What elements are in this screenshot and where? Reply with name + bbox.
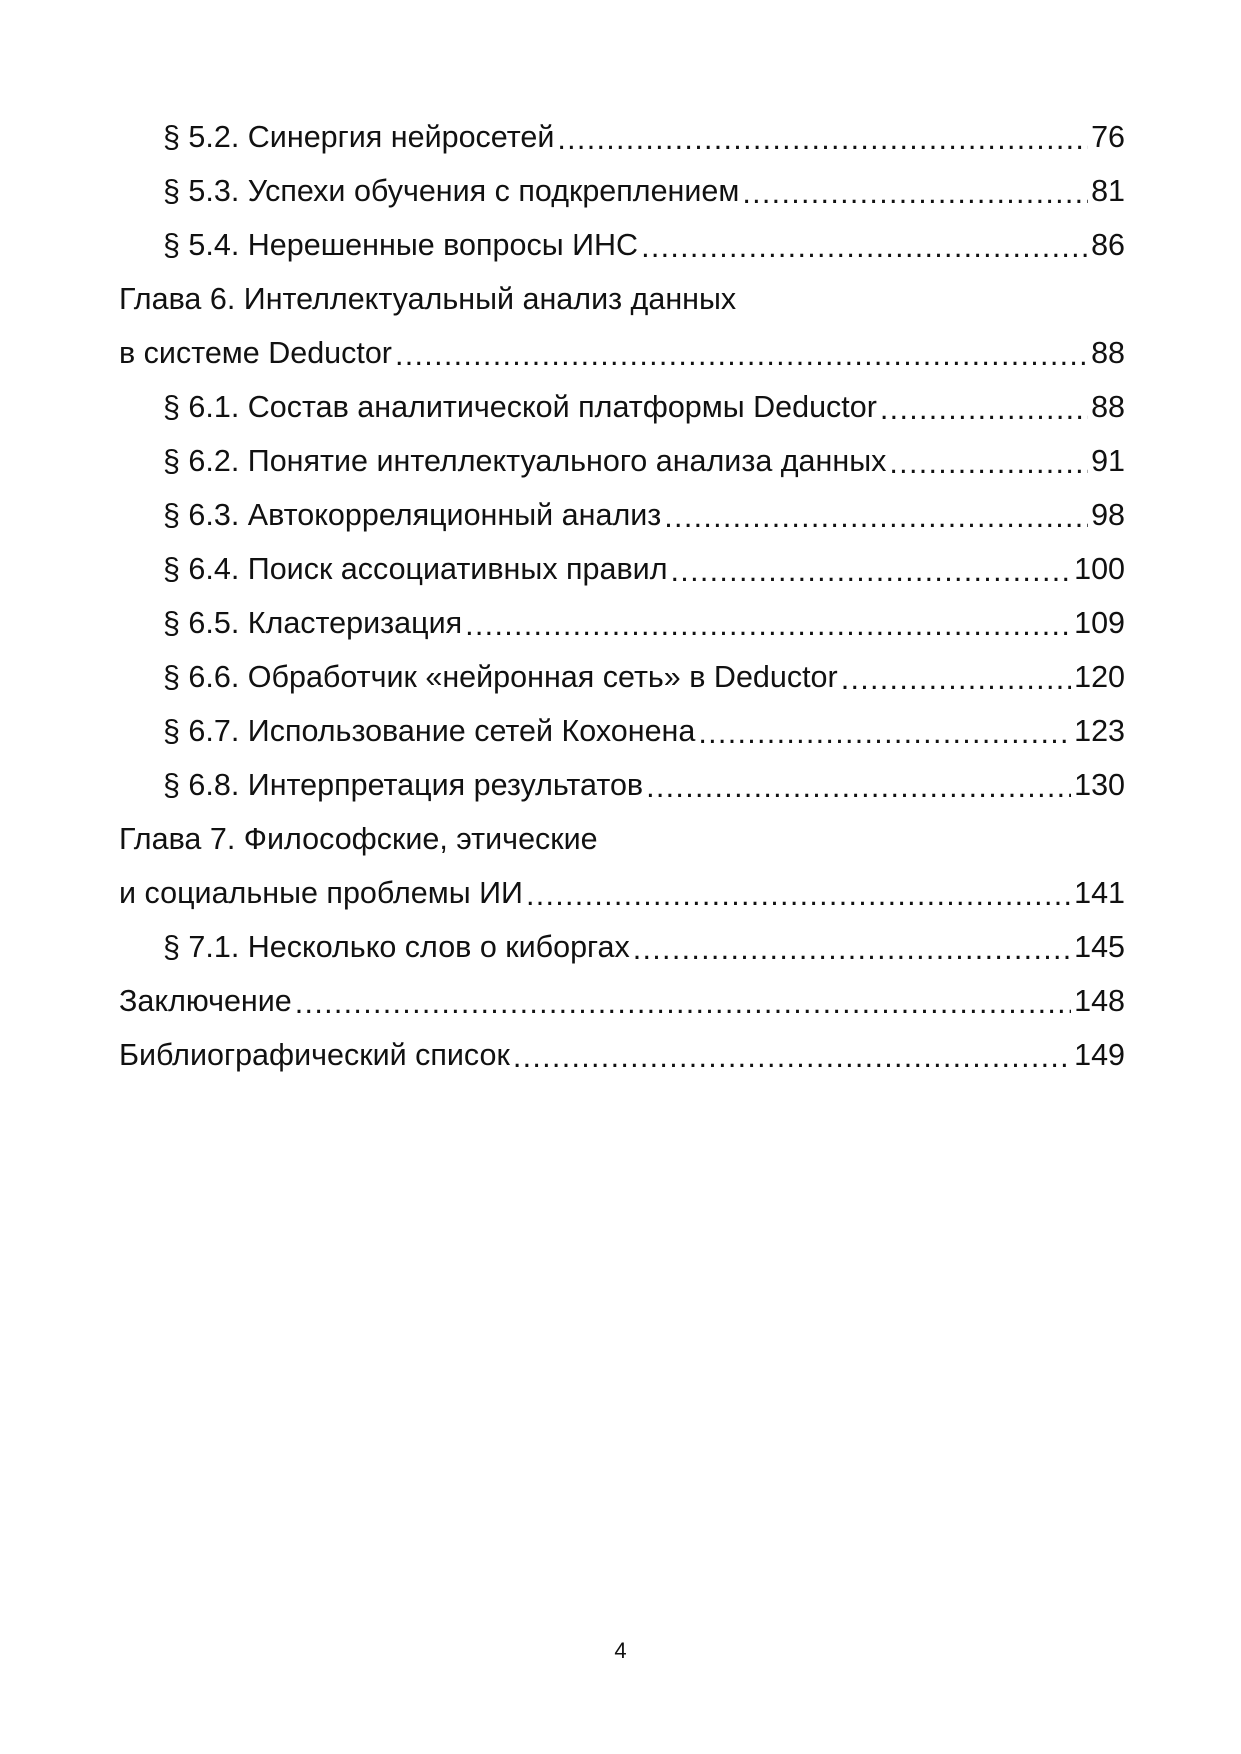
toc-entry	[119, 218, 1125, 272]
toc-entry	[119, 920, 1125, 974]
toc-entry-page: 149	[1074, 1037, 1125, 1072]
toc-entry-title: § 6.6. Обработчик «нейронная сеть» в Deductor	[163, 659, 838, 694]
toc-dot-leader	[641, 232, 1088, 263]
toc-entry-title: § 6.3. Автокорреляционный анализ	[163, 497, 662, 532]
page-number: 4	[614, 1638, 627, 1663]
toc-entry-page: 123	[1074, 713, 1125, 748]
toc-entry-page: 148	[1074, 983, 1125, 1018]
toc-entry-page: 81	[1091, 173, 1125, 208]
toc-entry	[119, 380, 1125, 434]
toc-entry	[119, 758, 1125, 812]
toc-entry-page: 88	[1091, 335, 1125, 370]
table-of-contents	[119, 110, 1125, 1082]
toc-entry	[119, 488, 1125, 542]
toc-entry	[119, 110, 1125, 164]
toc-dot-leader	[698, 718, 1071, 749]
toc-dot-leader	[664, 502, 1088, 533]
toc-dot-leader	[557, 124, 1088, 155]
toc-entry-page: 120	[1074, 659, 1125, 694]
toc-entry	[119, 974, 1125, 1028]
toc-dot-leader	[295, 988, 1071, 1019]
toc-entry	[119, 1028, 1125, 1082]
toc-chapter-heading	[119, 272, 1125, 326]
toc-entry-page: 109	[1074, 605, 1125, 640]
toc-entry-page: 76	[1091, 119, 1125, 154]
toc-dot-leader	[889, 448, 1088, 479]
toc-entry-page: 141	[1074, 875, 1125, 910]
toc-dot-leader	[671, 556, 1072, 587]
toc-entry-page: 145	[1074, 929, 1125, 964]
toc-dot-leader	[526, 880, 1071, 911]
toc-entry-title: § 5.2. Синергия нейросетей	[163, 119, 555, 154]
toc-entry	[119, 866, 1125, 920]
toc-entry-title: Заключение	[119, 983, 292, 1018]
toc-entry	[119, 704, 1125, 758]
toc-entry	[119, 164, 1125, 218]
toc-dot-leader	[633, 934, 1071, 965]
toc-entry-page: 100	[1074, 551, 1125, 586]
toc-entry-page: 98	[1091, 497, 1125, 532]
toc-entry-title: § 6.5. Кластеризация	[163, 605, 463, 640]
toc-entry-title: Глава 6. Интеллектуальный анализ данных	[119, 281, 737, 316]
toc-entry	[119, 542, 1125, 596]
toc-entry-title: § 6.7. Использование сетей Кохонена	[163, 713, 696, 748]
toc-entry-title: и социальные проблемы ИИ	[119, 875, 523, 910]
toc-entry-title: § 6.4. Поиск ассоциативных правил	[163, 551, 668, 586]
toc-entry	[119, 596, 1125, 650]
toc-entry-title: § 5.4. Нерешенные вопросы ИНС	[163, 227, 639, 262]
toc-entry-page: 91	[1091, 443, 1125, 478]
toc-entry-page: 88	[1091, 389, 1125, 424]
toc-entry-page: 130	[1074, 767, 1125, 802]
toc-entry-title: § 6.1. Состав аналитической платформы Deductor	[163, 389, 877, 424]
toc-entry-title: Глава 7. Философские, этические	[119, 821, 598, 856]
toc-entry-title: § 7.1. Несколько слов о киборгах	[163, 929, 630, 964]
toc-entry-title: § 6.2. Понятие интеллектуального анализа данных	[163, 443, 887, 478]
toc-chapter-heading	[119, 812, 1125, 866]
toc-entry	[119, 650, 1125, 704]
toc-dot-leader	[513, 1042, 1071, 1073]
toc-entry	[119, 434, 1125, 488]
toc-entry-title: Библиографический список	[119, 1037, 510, 1072]
toc-dot-leader	[880, 394, 1088, 425]
toc-dot-leader	[395, 340, 1088, 371]
toc-entry-page: 86	[1091, 227, 1125, 262]
toc-entry-title: § 5.3. Успехи обучения с подкреплением	[163, 173, 740, 208]
toc-dot-leader	[646, 772, 1071, 803]
toc-entry	[119, 326, 1125, 380]
toc-dot-leader	[841, 664, 1071, 695]
toc-dot-leader	[742, 178, 1088, 209]
toc-dot-leader	[465, 610, 1071, 641]
toc-entry-title: в системе Deductor	[119, 335, 392, 370]
toc-entry-title: § 6.8. Интерпретация результатов	[163, 767, 644, 802]
